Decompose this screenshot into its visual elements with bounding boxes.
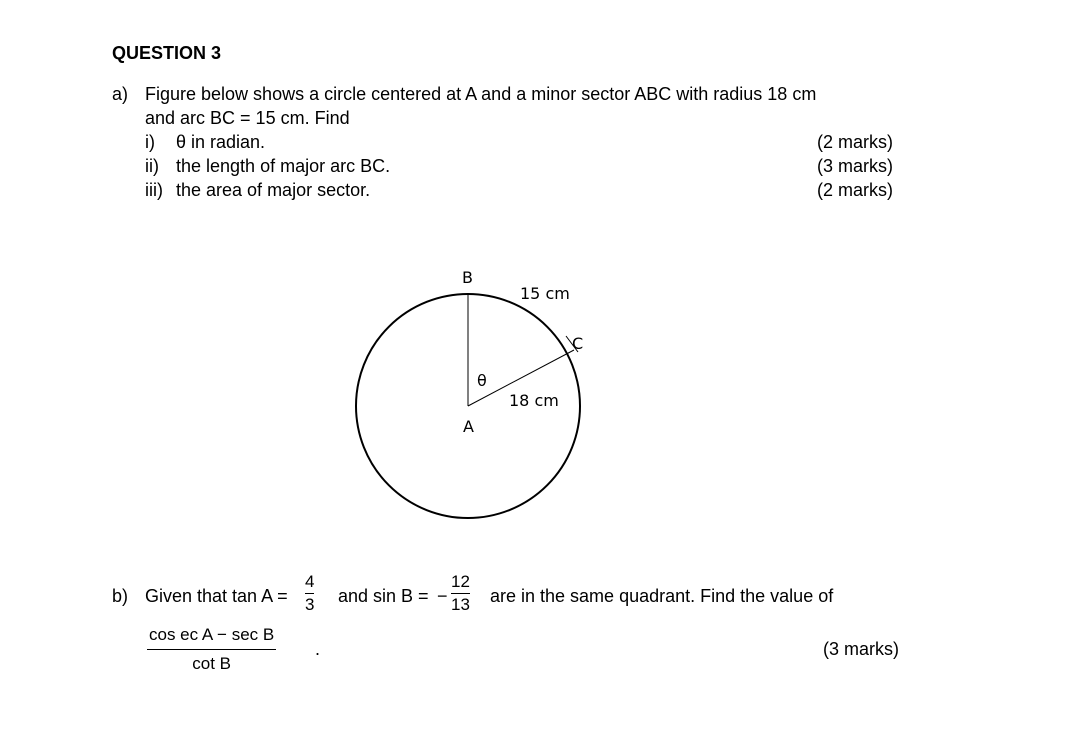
item-iii-text: the area of major sector.: [176, 180, 371, 200]
fraction-bar: [147, 649, 276, 650]
expression-fraction: [147, 625, 276, 674]
fraction-bar: [305, 593, 314, 594]
item-ii-number: ii): [145, 156, 159, 176]
part-b-label: b): [112, 586, 129, 606]
part-a-line1: Figure below shows a circle centered at A and a minor sector ABC with radius 18 cm: [145, 84, 817, 104]
label-arc-bc: 15 cm: [520, 284, 570, 303]
question-title: QUESTION 3: [112, 43, 222, 63]
expression-period: .: [315, 639, 321, 659]
label-theta: θ: [477, 371, 487, 390]
item-i-number: i): [145, 132, 155, 152]
given-tan-a: Given that tan A =: [145, 586, 288, 606]
sin-b-numerator: 12: [451, 572, 470, 591]
item-ii-marks: (3 marks): [817, 156, 893, 176]
item-iii-number: iii): [145, 180, 163, 200]
part-a-label: a): [112, 84, 129, 104]
tan-a-numerator: 4: [305, 572, 315, 591]
part-b-marks: (3 marks): [823, 639, 899, 659]
expression-numerator: cos ec A − sec B: [149, 625, 275, 644]
item-i-text: θ in radian.: [176, 132, 266, 152]
and-sin-b: and sin B =: [338, 586, 429, 606]
label-c: C: [572, 334, 584, 353]
part-a-line2: and arc BC = 15 cm. Find: [145, 108, 350, 128]
fraction-bar: [451, 593, 470, 594]
item-iii-marks: (2 marks): [817, 180, 893, 200]
label-a: A: [463, 417, 474, 436]
part-b-rest: are in the same quadrant. Find the value of: [490, 586, 834, 606]
tan-a-denominator: 3: [305, 595, 315, 614]
label-radius: 18 cm: [509, 391, 559, 410]
tan-a-fraction: [305, 572, 314, 615]
sin-b-fraction: [451, 572, 470, 615]
minus-sign: −: [437, 586, 448, 606]
item-ii-text: the length of major arc BC.: [176, 156, 391, 176]
expression-denominator: cot B: [192, 654, 231, 673]
sin-b-denominator: 13: [451, 595, 470, 614]
label-b: B: [462, 268, 473, 287]
item-i-marks: (2 marks): [817, 132, 893, 152]
